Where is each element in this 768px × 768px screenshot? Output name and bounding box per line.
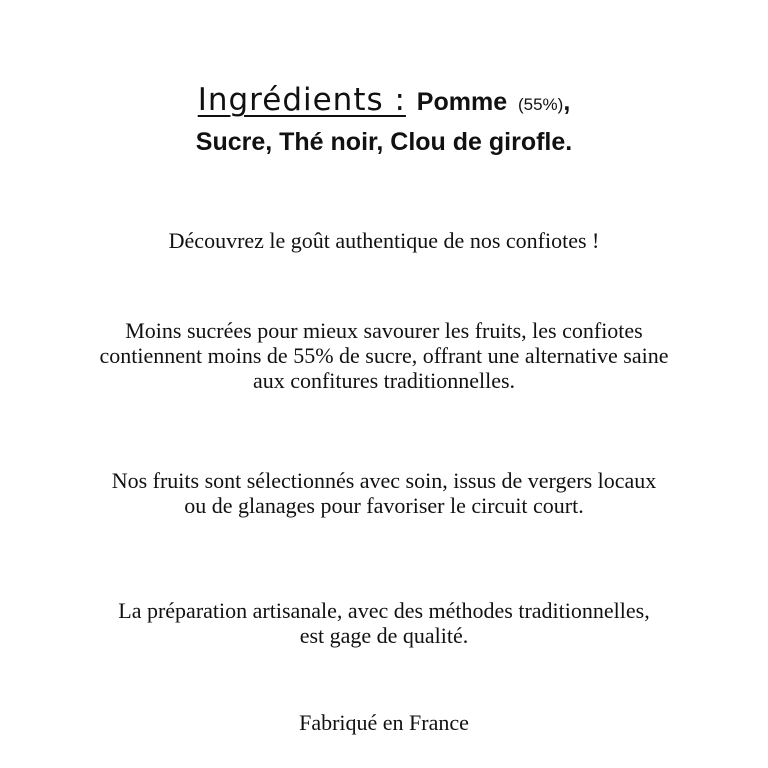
ingredients-heading: Ingrédients :	[197, 82, 406, 118]
ingredient-pomme: Pomme	[416, 88, 508, 116]
ingredient-separator: ,	[563, 88, 571, 116]
fruits-line: Nos fruits sont sélectionnés avec soin, issus de vergers locaux	[111, 468, 657, 493]
discover-paragraph: Découvrez le goût authentique de nos confiotes !	[168, 228, 600, 253]
artisanal-line: est gage de qualité.	[299, 623, 469, 648]
artisanal-paragraph	[0, 598, 768, 648]
ingredient-pomme-percentage: (55%)	[517, 95, 564, 114]
less-sugar-line: Moins sucrées pour mieux savourer les fruits, les confiotes	[125, 318, 643, 343]
ingredients-list-line: Sucre, Thé noir, Clou de girofle.	[195, 128, 573, 156]
artisanal-line: La préparation artisanale, avec des méthodes traditionnelles,	[118, 598, 650, 623]
less-sugar-paragraph	[0, 318, 768, 393]
ingredients-title-line	[0, 80, 768, 125]
less-sugar-line: aux confitures traditionnelles.	[252, 368, 516, 393]
made-in-france: Fabriqué en France	[299, 710, 469, 735]
fruits-line: ou de glanages pour favoriser le circuit court.	[184, 493, 584, 518]
less-sugar-line: contiennent moins de 55% de sucre, offrant une alternative saine	[99, 343, 669, 368]
fruits-paragraph	[0, 468, 768, 518]
